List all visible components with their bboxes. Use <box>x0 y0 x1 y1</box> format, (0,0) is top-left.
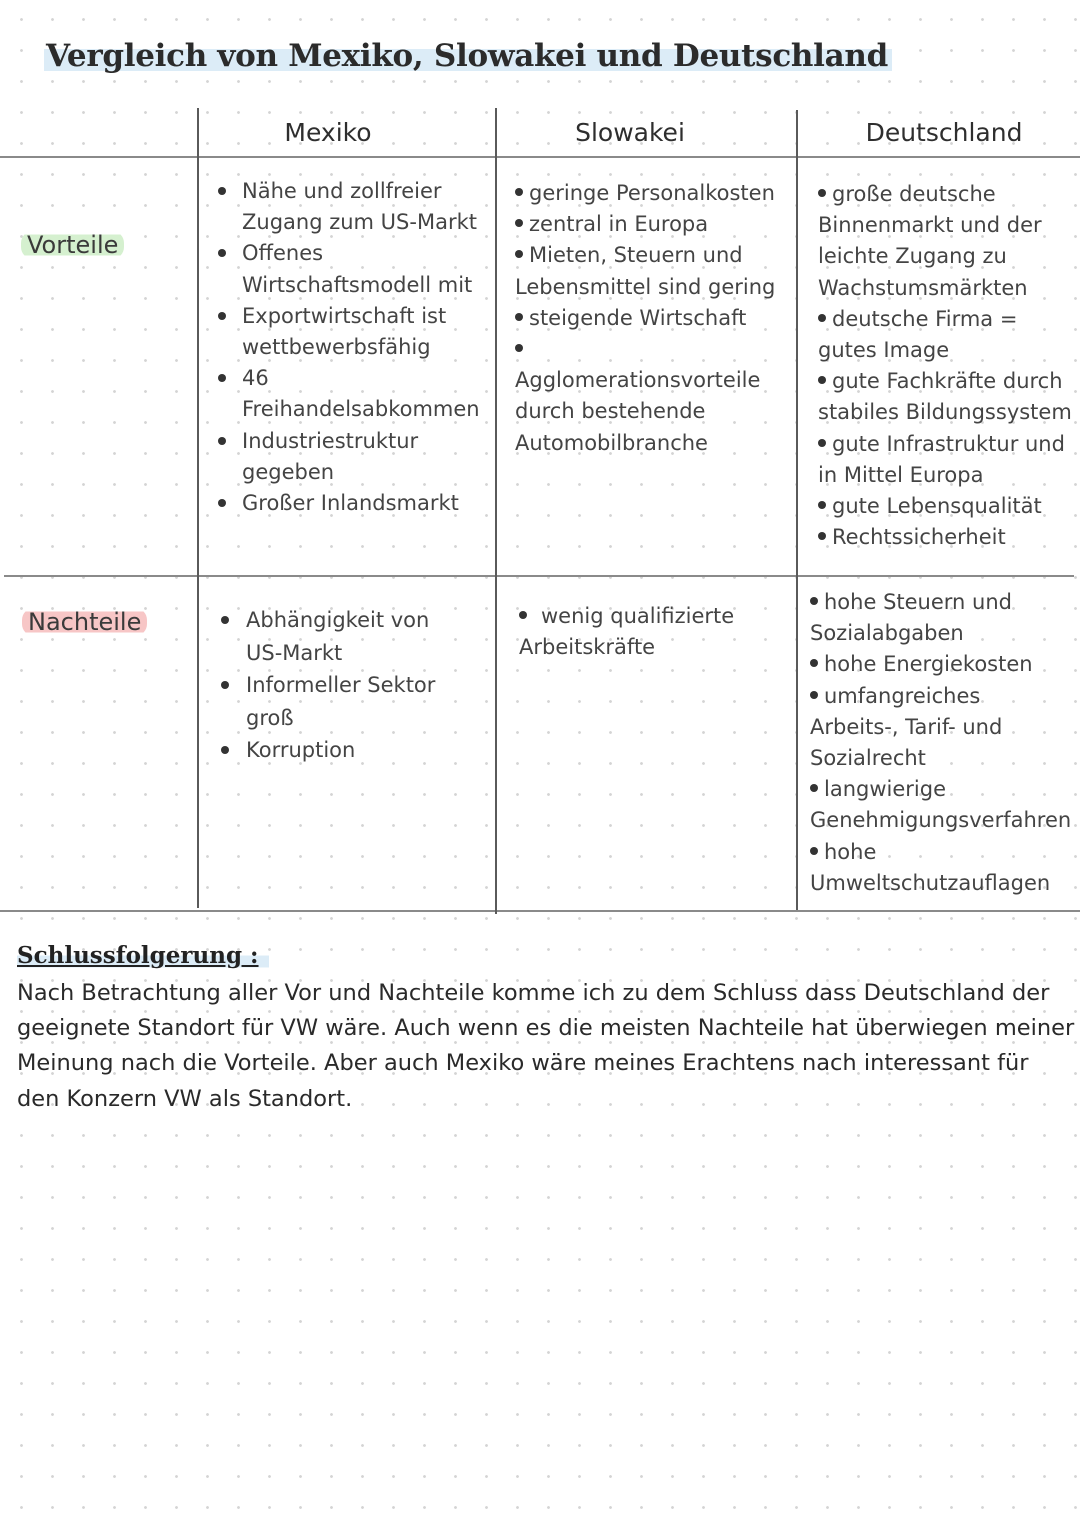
list-item: Offenes Wirtschaftsmodell mit <box>217 238 487 300</box>
cell-nachteile-deutschland <box>810 587 1078 899</box>
bullet-icon <box>519 611 527 619</box>
cell-vorteile-slowakei <box>515 178 793 459</box>
table-bottom-line <box>0 910 1080 912</box>
bullet-icon <box>810 847 818 855</box>
column-divider-3 <box>796 110 798 910</box>
list-nachteile-slowakei <box>519 601 779 663</box>
bullet-icon <box>810 659 818 667</box>
bullet-icon <box>810 597 818 605</box>
list-item: umfangreiches Arbeits-, Tarif- und Sozialrecht <box>810 683 1003 771</box>
bullet-icon <box>810 691 818 699</box>
cell-vorteile-mexiko <box>217 176 487 519</box>
list-item: 46 Freihandelsabkommen <box>217 363 487 425</box>
list-item: hohe Energiekosten <box>810 649 1078 680</box>
list-vorteile-mexiko <box>217 176 487 519</box>
column-header-slowakei: Slowakei <box>575 118 685 147</box>
list-vorteile-deutschland <box>818 179 1078 553</box>
list-nachteile-mexiko <box>220 604 480 767</box>
cell-nachteile-slowakei <box>519 601 779 663</box>
table-row-divider <box>4 575 1074 577</box>
column-header-deutschland: Deutschland <box>865 118 1023 147</box>
bullet-icon <box>515 250 523 258</box>
bullet-icon <box>810 784 818 792</box>
list-item: Mieten, Steuern und Lebensmittel sind gering <box>515 243 776 299</box>
page-title: Vergleich von Mexiko, Slowakei und Deutschland <box>44 38 892 74</box>
bullet-icon <box>818 532 826 540</box>
list-item: Korruption <box>220 734 480 767</box>
bullet-icon <box>515 219 523 227</box>
bullet-icon <box>515 313 523 321</box>
list-item: hohe Umweltschutzauflagen <box>810 839 1051 895</box>
bullet-icon <box>818 314 826 322</box>
list-item: zentral in Europa <box>515 209 793 240</box>
list-item: langwierige Genehmigungsverfahren <box>810 777 1072 833</box>
conclusion-text: Nach Betrachtung aller Vor und Nachteile komme ich zu dem Schluss dass Deutschland der geeignete Standort für VW wäre. Auch wenn es die meisten Nachteile hat überwiegen meiner Meinung nach die Vorteile. Aber auch Mexiko wäre meines Erachtens nach interessant für den Konzern VW als Standort. <box>17 980 1075 1112</box>
list-item: gute Fachkräfte durch stabiles Bildungssystem <box>818 369 1072 425</box>
list-item: wenig qualifizierte Arbeitskräfte <box>519 604 735 660</box>
conclusion-heading: Schlussfolgerung : <box>17 942 269 969</box>
list-item: gute Lebensqualität <box>818 491 1078 522</box>
column-header-mexiko: Mexiko <box>284 118 372 147</box>
list-item: steigende Wirtschaft <box>515 303 793 334</box>
list-item: hohe Steuern und Sozialabgaben <box>810 590 1012 646</box>
bullet-icon <box>818 501 826 509</box>
column-divider-2 <box>495 108 497 914</box>
bullet-icon <box>818 189 826 197</box>
bullet-icon <box>818 439 826 447</box>
bullet-icon <box>515 188 523 196</box>
list-item: große deutsche Binnenmarkt und der leichte Zugang zu Wachstumsmärkten <box>818 182 1042 300</box>
cell-nachteile-mexiko <box>220 604 480 767</box>
cell-vorteile-deutschland <box>818 179 1078 553</box>
list-item: Informeller Sektor groß <box>220 669 480 734</box>
list-item: Agglomerationsvorteile durch bestehende Automobilbranche <box>515 334 793 459</box>
list-item: Rechtssicherheit <box>818 522 1078 553</box>
list-item: Großer Inlandsmarkt <box>217 488 487 519</box>
list-item: Industriestruktur gegeben <box>217 426 487 488</box>
list-item: Exportwirtschaft ist wettbewerbsfähig <box>217 301 487 363</box>
list-item: deutsche Firma = gutes Image <box>818 306 1018 363</box>
column-divider-1 <box>197 108 199 908</box>
row-label-vorteile: Vorteile <box>21 231 124 259</box>
list-nachteile-deutschland <box>810 587 1078 899</box>
list-item: Nähe und zollfreier Zugang zum US-Markt <box>217 176 487 238</box>
table-header-line <box>0 156 1080 158</box>
list-item: Abhängigkeit von US-Markt <box>220 604 480 669</box>
list-item: geringe Personalkosten <box>515 178 793 209</box>
list-vorteile-slowakei <box>515 178 793 459</box>
bullet-icon <box>515 344 523 352</box>
bullet-icon <box>818 376 826 384</box>
row-label-nachteile: Nachteile <box>22 608 147 636</box>
list-item: gute Infrastruktur und in Mittel Europa <box>818 431 1065 487</box>
